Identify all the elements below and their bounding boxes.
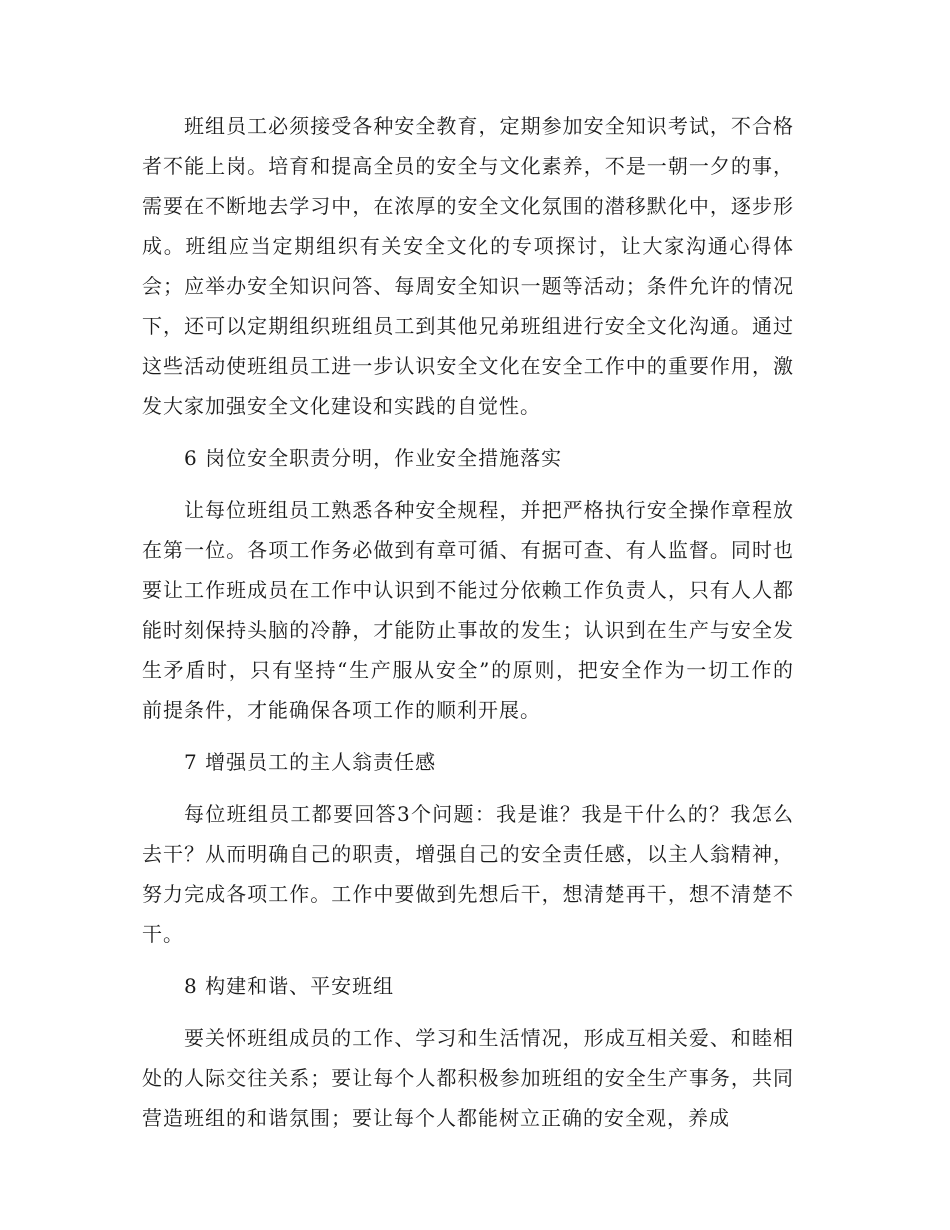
paragraph-safety-education: 班组员工必须接受各种安全教育，定期参加安全知识考试，不合格者不能上岗。培育和提高全员的安全与文化素养，不是一朝一夕的事，需要在不断地去学习中，在浓厚的安全文化氛围的潜移默化中，逐步形成。班组应当定期组织有关安全文化的专项探讨，让大家沟通心得体会；应举办安全知识问答、每周安全知识一题等活动；条件允许的情况下，还可以定期组织班组员工到其他兄弟班组进行安全文化沟通。通过这些活动使班组员工进一步认识安全文化在安全工作中的重要作用，激发大家加强安全文化建设和实践的自觉性。 — [142, 114, 794, 418]
section-heading-7: 7 增强员工的主人翁责任感 — [184, 750, 437, 774]
paragraph-harmonious-team: 要关怀班组成员的工作、学习和生活情况，形成互相关爱、和睦相处的人际交往关系；要让每个人都积极参加班组的安全生产事务，共同营造班组的和谐氛围；要让每个人都能树立正确的安全观，养成 — [142, 1026, 794, 1130]
section-heading-6: 6 岗位安全职责分明，作业安全措施落实 — [184, 446, 563, 470]
document-body — [142, 106, 794, 1150]
paragraph-safety-duties: 让每位班组员工熟悉各种安全规程，并把严格执行安全操作章程放在第一位。各项工作务必做到有章可循、有据可查、有人监督。同时也要让工作班成员在工作中认识到不能过分依赖工作负责人，只有人人都能时刻保持头脑的冷静，才能防止事故的发生；认识到在生产与安全发生矛盾时，只有坚持“生产服从安全”的原则，把安全作为一切工作的前提条件，才能确保各项工作的顺利开展。 — [142, 498, 794, 722]
paragraph-ownership: 每位班组员工都要回答3个问题：我是谁？我是干什么的？我怎么去干？从而明确自己的职责，增强自己的安全责任感，以主人翁精神，努力完成各项工作。工作中要做到先想后干，想清楚再干，想不清楚不干。 — [142, 802, 794, 946]
section-heading-8: 8 构建和谐、平安班组 — [184, 974, 395, 998]
